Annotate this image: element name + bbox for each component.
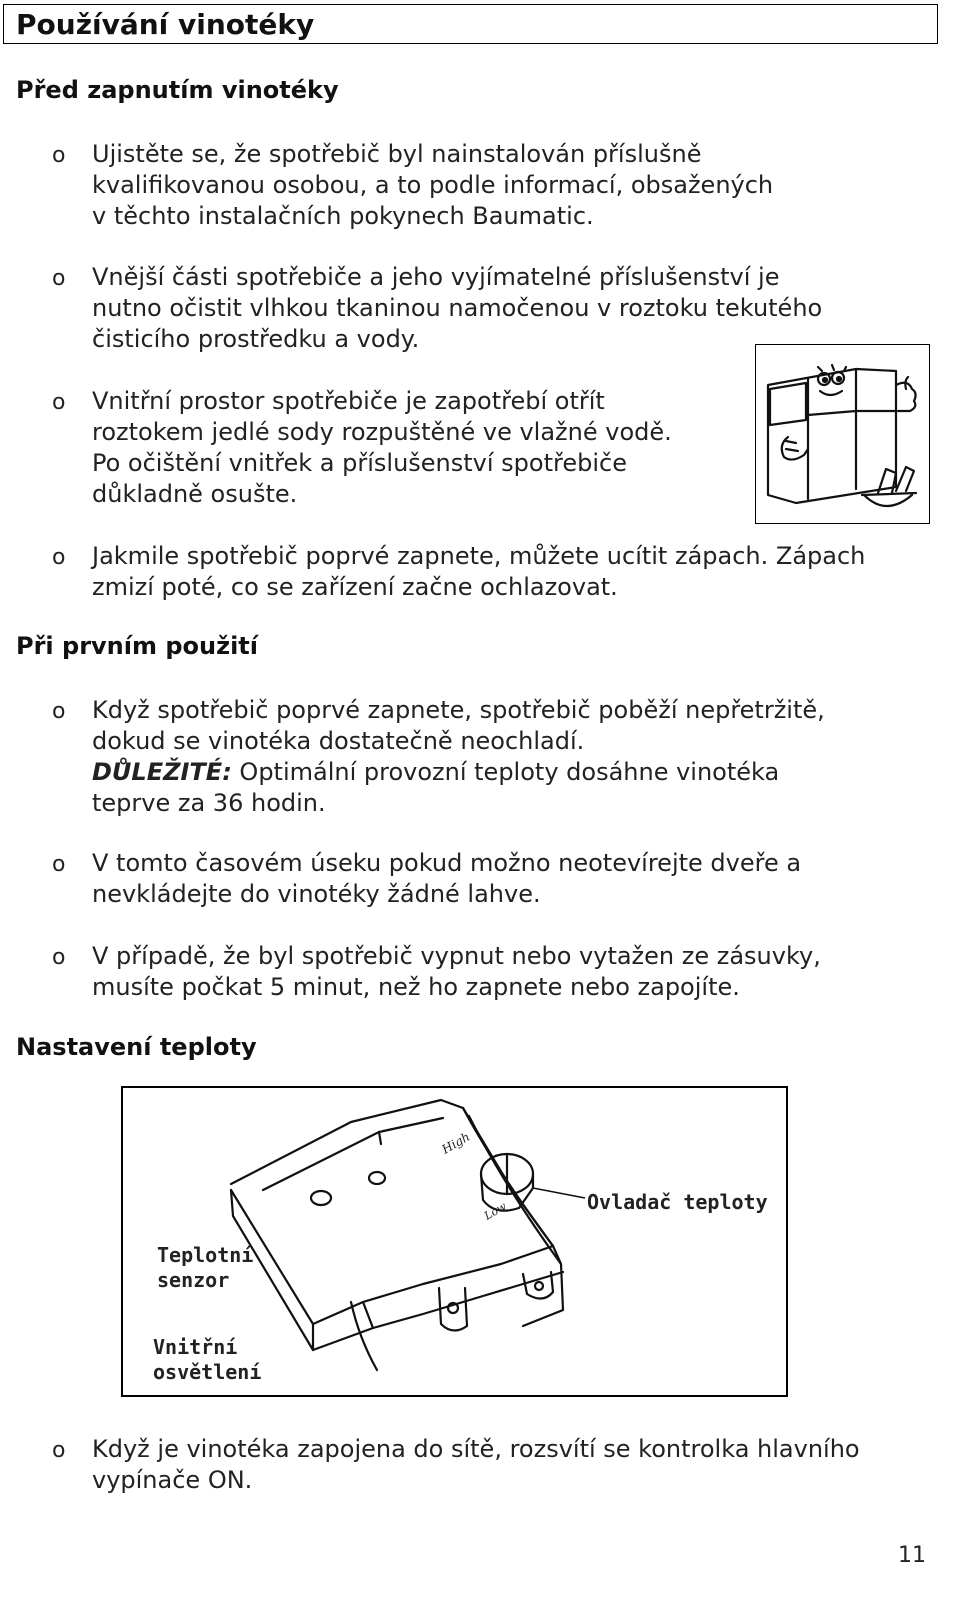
text-line: V tomto časovém úseku pokud možno neotevírejte dveře a <box>92 849 802 877</box>
page-title-box <box>3 4 938 44</box>
label-line: osvětlení <box>153 1360 262 1384</box>
list-item <box>92 139 773 232</box>
text-line: Když spotřebič poprvé zapnete, spotřebič poběží nepřetržitě, <box>92 696 825 724</box>
label-line: Vnitřní <box>153 1335 238 1359</box>
label-line: Teplotní <box>157 1243 254 1267</box>
text-line: musíte počkat 5 minut, než ho zapnete nebo zapojíte. <box>92 973 740 1001</box>
section-heading-temperature-setting: Nastavení teploty <box>16 1033 257 1061</box>
text-line: V případě, že byl spotřebič vypnut nebo vytažen ze zásuvky, <box>92 942 821 970</box>
section-heading-first-use: Při prvním použití <box>16 632 258 660</box>
text-line: důkladně osušte. <box>92 480 298 508</box>
important-text: Optimální provozní teploty dosáhne vinotéka <box>231 758 780 786</box>
list-item <box>92 262 822 355</box>
list-item <box>92 541 865 603</box>
list-item <box>92 386 672 510</box>
text-line: Po očištění vnitřek a příslušenství spotřebiče <box>92 449 627 477</box>
bullet-marker: o <box>52 545 66 570</box>
text-line: Vnitřní prostor spotřebiče je zapotřebí otřít <box>92 387 605 415</box>
bullet-marker: o <box>52 1438 66 1463</box>
bullet-marker: o <box>52 266 66 291</box>
text-line: vypínače ON. <box>92 1466 253 1494</box>
bullet-marker: o <box>52 945 66 970</box>
text-line: nevkládejte do vinotéky žádné lahve. <box>92 880 541 908</box>
interior-light-label <box>153 1335 261 1385</box>
text-line <box>92 757 825 788</box>
temperature-control-diagram <box>121 1086 788 1397</box>
fridge-cleaning-illustration <box>755 344 930 524</box>
text-line: dokud se vinotéka dostatečně neochladí. <box>92 727 585 755</box>
text-line: čisticího prostředku a vody. <box>92 325 420 353</box>
bullet-marker: o <box>52 699 66 724</box>
dial-low-label: Low <box>482 1199 509 1223</box>
temperature-controller-label: Ovladač teploty <box>587 1190 768 1214</box>
list-item <box>92 848 801 910</box>
text-line: nutno očistit vlhkou tkaninou namočenou v roztoku tekutého <box>92 294 823 322</box>
page-title: Používání vinotéky <box>16 8 315 41</box>
text-line: kvalifikovanou osobou, a to podle informací, obsažených <box>92 171 774 199</box>
list-item <box>92 941 821 1003</box>
bullet-marker: o <box>52 852 66 877</box>
dial-high-label: High <box>439 1129 473 1157</box>
list-item <box>92 695 825 819</box>
label-line: senzor <box>157 1268 230 1292</box>
text-line: teprve za 36 hodin. <box>92 789 326 817</box>
section-heading-before-start: Před zapnutím vinotéky <box>16 76 339 104</box>
text-line: Ujistěte se, že spotřebič byl nainstalován příslušně <box>92 140 702 168</box>
text-line: Vnější části spotřebiče a jeho vyjímatelné příslušenství je <box>92 263 780 291</box>
text-line: zmizí poté, co se zařízení začne ochlazovat. <box>92 573 618 601</box>
text-line: Když je vinotéka zapojena do sítě, rozsvítí se kontrolka hlavního <box>92 1435 860 1463</box>
text-line: v těchto instalačních pokynech Baumatic. <box>92 202 594 230</box>
temperature-sensor-label <box>157 1243 253 1293</box>
bullet-marker: o <box>52 143 66 168</box>
important-label: DŮLEŽITÉ: <box>92 758 232 786</box>
bullet-marker: o <box>52 390 66 415</box>
text-line: Jakmile spotřebič poprvé zapnete, můžete ucítit zápach. Zápach <box>92 542 866 570</box>
page-number: 11 <box>898 1543 926 1568</box>
list-item <box>92 1434 860 1496</box>
text-line: roztokem jedlé sody rozpuštěné ve vlažné vodě. <box>92 418 672 446</box>
